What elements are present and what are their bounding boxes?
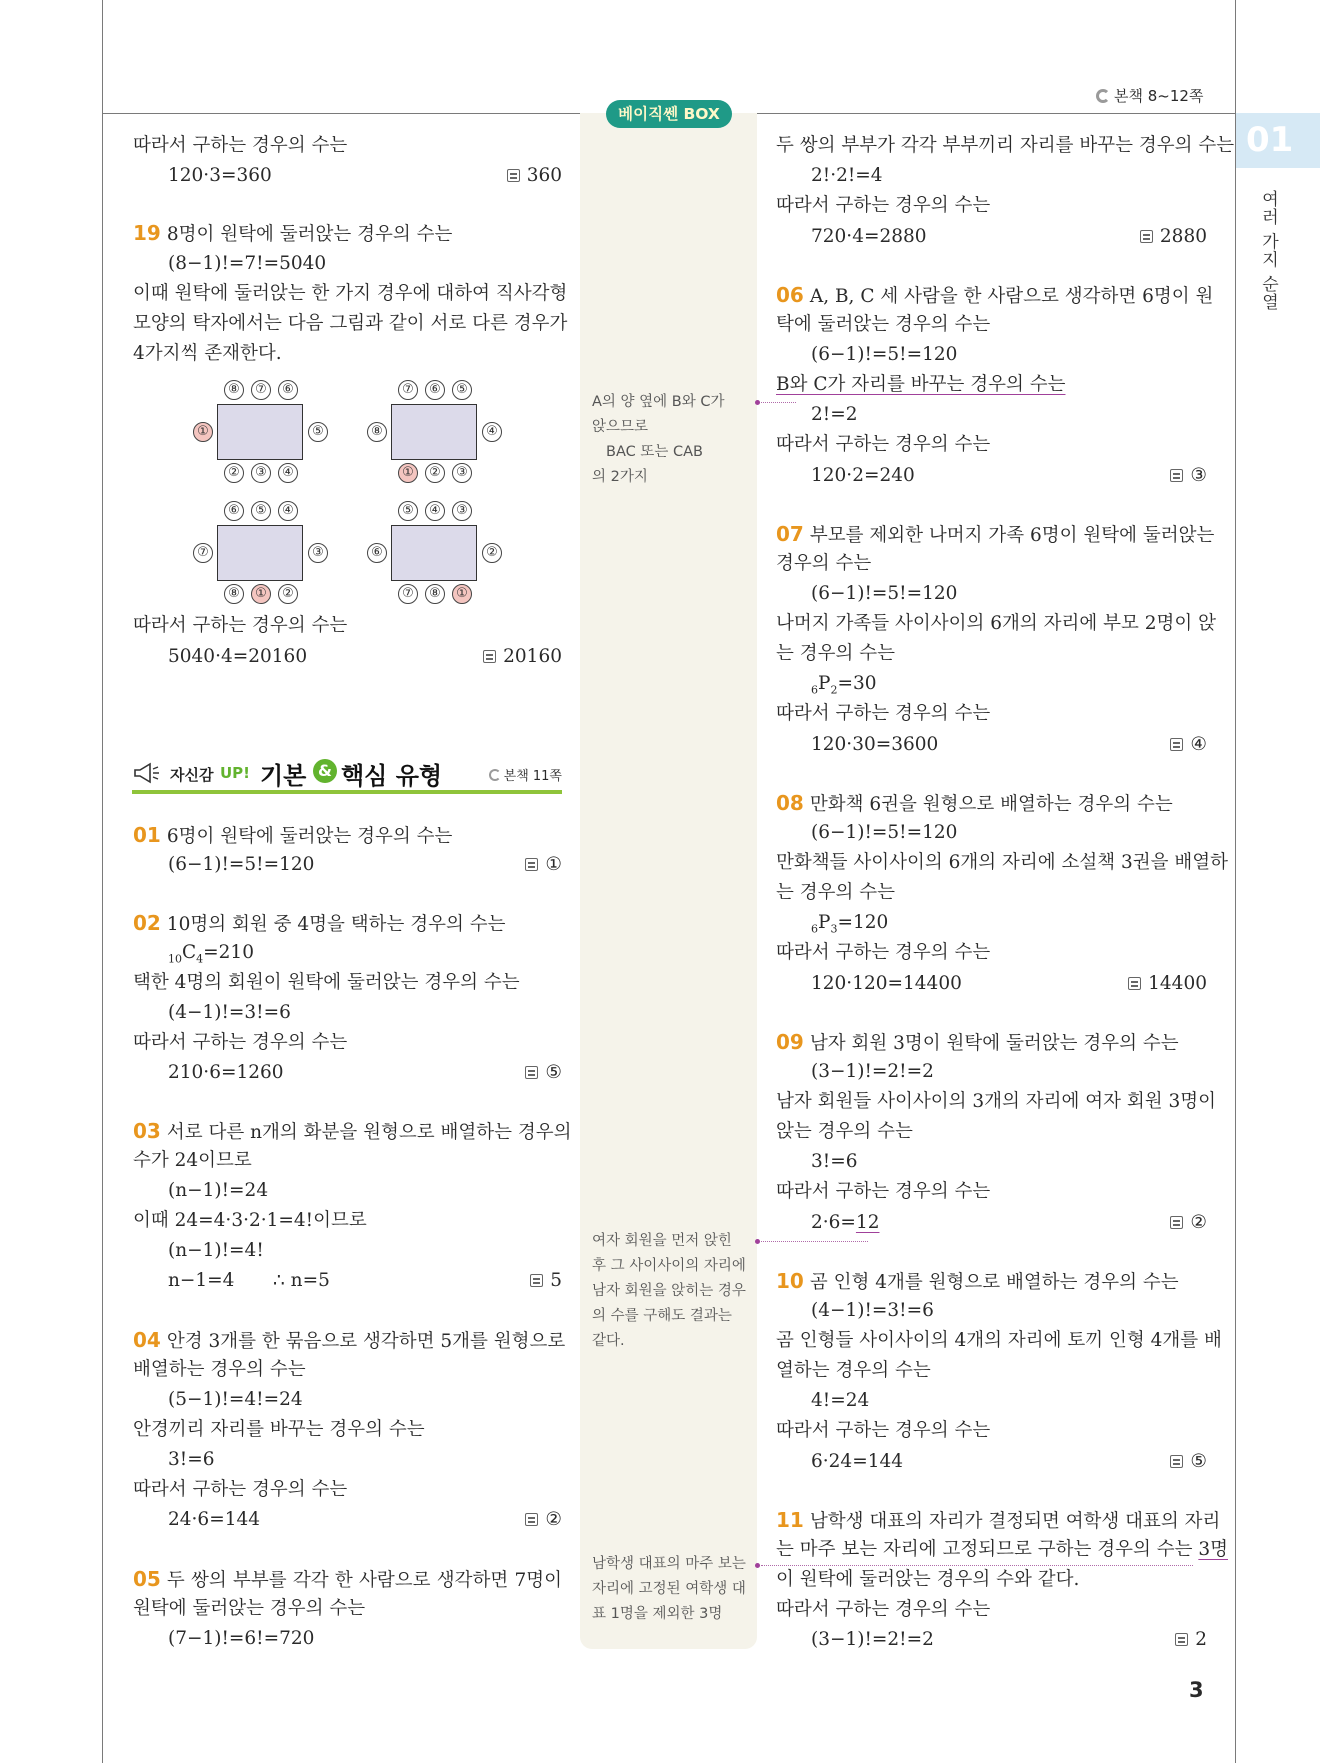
p06-l3: (6−1)!=5!=120 — [811, 344, 958, 365]
p02-l6: 210·6=1260 — [168, 1062, 284, 1083]
table-rect — [391, 404, 477, 460]
p06-l4: B와 C가 자리를 바꾸는 경우의 수는 — [776, 374, 1066, 395]
p03-l6b: ∴ n=5 — [273, 1270, 330, 1291]
problem-05: 05 두 쌍의 부부를 각각 한 사람으로 생각하면 7명이 — [133, 1567, 562, 1591]
problem-number: 19 — [133, 221, 161, 245]
p04-l3: (5−1)!=4!=24 — [168, 1389, 303, 1410]
seat-label: ③ — [308, 543, 328, 563]
answer-icon — [1175, 1633, 1188, 1646]
p19-l7: 5040·4=20160 — [168, 646, 308, 667]
p03-l4: 이때 24=4·3·2·1=4!이므로 — [133, 1210, 367, 1231]
p01-l2: (6−1)!=5!=120 — [168, 854, 315, 875]
seat-label: ③ — [452, 501, 472, 521]
answer-icon — [1170, 1216, 1183, 1229]
ref-arrow-icon — [1096, 89, 1110, 103]
seat-label: ⑤ — [452, 380, 472, 400]
p09-l7: 2·6=12 — [811, 1212, 880, 1233]
p03-l2: 수가 24이므로 — [133, 1150, 252, 1171]
answer: 360 — [507, 161, 562, 191]
note-leader — [761, 402, 796, 403]
p10-l6: 따라서 구하는 경우의 수는 — [776, 1420, 991, 1441]
note-dot — [755, 1563, 760, 1568]
section-header: 자신감 UP! 기본 & 핵심 유형 본책 11쪽 — [132, 756, 562, 790]
seat-label: ① — [251, 584, 271, 604]
problem-01: 01 6명이 원탁에 둘러앉는 경우의 수는 — [133, 823, 453, 847]
left-intro-l2: 120·3=360 — [168, 165, 272, 186]
p11-l5: (3−1)!=2!=2 — [811, 1629, 934, 1650]
seat-label: ④ — [278, 463, 298, 483]
p10-l4: 열하는 경우의 수는 — [776, 1360, 931, 1381]
problem-19: 19 8명이 원탁에 둘러앉는 경우의 수는 — [133, 221, 453, 245]
left-margin-line — [102, 0, 103, 1763]
seat-label: ② — [425, 463, 445, 483]
p09-l2: (3−1)!=2!=2 — [811, 1061, 934, 1082]
seat-label: ⑥ — [278, 380, 298, 400]
seat-label: ⑥ — [367, 543, 387, 563]
p10-l2: (4−1)!=3!=6 — [811, 1300, 934, 1321]
seat-label: ③ — [452, 463, 472, 483]
megaphone-icon — [132, 762, 162, 784]
right-top-l1: 두 쌍의 부부가 각각 부부끼리 자리를 바꾸는 경우의 수는 — [776, 135, 1235, 156]
p06-l6: 따라서 구하는 경우의 수는 — [776, 434, 991, 455]
p04-l7: 24·6=144 — [168, 1509, 261, 1530]
p19-l2: (8−1)!=7!=5040 — [168, 253, 327, 274]
problem-11: 11 남학생 대표의 자리가 결정되면 여학생 대표의 자리 — [776, 1508, 1221, 1532]
answer: ① — [525, 850, 562, 880]
answer: ⑤ — [1170, 1447, 1207, 1477]
note-leader — [761, 1241, 868, 1242]
header-ref: 본책 8~12쪽 — [1096, 84, 1203, 108]
page-number: 3 — [1189, 1678, 1204, 1702]
p02-l4: (4−1)!=3!=6 — [168, 1002, 291, 1023]
p09-l4: 앉는 경우의 수는 — [776, 1121, 913, 1142]
seat-label: ⑤ — [398, 501, 418, 521]
p08-l4: 는 경우의 수는 — [776, 882, 895, 903]
answer: 20160 — [483, 642, 562, 672]
p07-l4: 나머지 가족들 사이사이의 6개의 자리에 부모 2명이 앉 — [776, 613, 1216, 634]
p03-l5: (n−1)!=4! — [168, 1240, 264, 1261]
seat-label: ⑦ — [398, 584, 418, 604]
problem-number: 02 — [133, 911, 161, 935]
problem-number: 05 — [133, 1567, 161, 1591]
p19-l6: 따라서 구하는 경우의 수는 — [133, 615, 348, 636]
problem-07: 07 부모를 제외한 나머지 가족 6명이 원탁에 둘러앉는 — [776, 522, 1215, 546]
problem-03: 03 서로 다른 n개의 화분을 원형으로 배열하는 경우의 — [133, 1119, 572, 1143]
seat-label: ④ — [482, 422, 502, 442]
seat-label: ① — [452, 584, 472, 604]
p10-l5: 4!=24 — [811, 1390, 870, 1411]
p07-l3: (6−1)!=5!=120 — [811, 583, 958, 604]
problem-06: 06 A, B, C 세 사람을 한 사람으로 생각하면 6명이 원 — [776, 283, 1214, 307]
answer: 2 — [1175, 1625, 1207, 1655]
answer-icon — [1128, 977, 1141, 990]
problem-number: 01 — [133, 823, 161, 847]
p10-l7: 6·24=144 — [811, 1451, 904, 1472]
answer-icon — [525, 1066, 538, 1079]
side-note-3: 남학생 대표의 마주 보는 자리에 고정된 여학생 대 표 1명을 제외한 3명 — [592, 1556, 746, 1622]
problem-number: 09 — [776, 1030, 804, 1054]
p11-l4: 따라서 구하는 경우의 수는 — [776, 1599, 991, 1620]
p05-l3: (7−1)!=6!=720 — [168, 1628, 315, 1649]
seat-label: ⑧ — [367, 422, 387, 442]
p07-l8: 120·30=3600 — [811, 734, 939, 755]
amp-badge: & — [313, 759, 337, 783]
answer: 5 — [530, 1266, 562, 1296]
seat-label: ④ — [425, 501, 445, 521]
section-ref: 본책 11쪽 — [489, 765, 562, 784]
seat-label: ⑤ — [251, 501, 271, 521]
p04-l5: 3!=6 — [168, 1449, 215, 1470]
answer-icon — [507, 169, 520, 182]
table-rect — [217, 525, 303, 581]
left-intro-l1: 따라서 구하는 경우의 수는 — [133, 135, 348, 156]
ref-arrow-icon — [489, 769, 501, 781]
problem-02: 02 10명의 회원 중 4명을 택하는 경우의 수는 — [133, 911, 506, 935]
answer: 14400 — [1128, 969, 1207, 999]
answer-icon — [1170, 1455, 1183, 1468]
table-rect — [217, 404, 303, 460]
answer-icon — [1170, 469, 1183, 482]
answer-icon — [530, 1274, 543, 1287]
problem-04: 04 안경 3개를 한 묶음으로 생각하면 5개를 원형으로 — [133, 1328, 566, 1352]
answer: 2880 — [1140, 222, 1207, 252]
answer-icon — [525, 858, 538, 871]
answer-icon — [483, 650, 496, 663]
chapter-tab — [1236, 113, 1320, 168]
problem-08: 08 만화책 6권을 원형으로 배열하는 경우의 수는 — [776, 791, 1173, 815]
seat-label: ⑥ — [224, 501, 244, 521]
answer: ② — [1170, 1208, 1207, 1238]
seat-label: ② — [224, 463, 244, 483]
p06-l5: 2!=2 — [811, 404, 858, 425]
answer: ② — [525, 1505, 562, 1535]
seat-label: ⑦ — [251, 380, 271, 400]
chapter-title: 여러 가지 순열 — [1258, 190, 1278, 311]
seat-label: ⑥ — [425, 380, 445, 400]
right-top-l2: 2!·2!=4 — [811, 165, 883, 186]
seat-label: ⑧ — [425, 584, 445, 604]
table-rect — [391, 525, 477, 581]
p02-l2: $_{10}C_4=210$ — [168, 942, 254, 966]
problem-number: 03 — [133, 1119, 161, 1143]
problem-number: 07 — [776, 522, 804, 546]
p07-l5: 는 경우의 수는 — [776, 643, 895, 664]
problem-number: 06 — [776, 283, 804, 307]
problem-number: 10 — [776, 1269, 804, 1293]
p03-l6a: n−1=4 — [168, 1270, 235, 1291]
seat-label: ⑧ — [224, 584, 244, 604]
chapter-number: 01 — [1246, 120, 1294, 160]
p02-l3: 택한 4명의 회원이 원탁에 둘러앉는 경우의 수는 — [133, 972, 520, 993]
seat-label: ⑤ — [308, 422, 328, 442]
note-dot — [755, 400, 760, 405]
section-rule — [132, 790, 562, 794]
p07-l7: 따라서 구하는 경우의 수는 — [776, 703, 991, 724]
seat-label: ⑦ — [193, 543, 213, 563]
p04-l4: 안경끼리 자리를 바꾸는 경우의 수는 — [133, 1419, 425, 1440]
p11-l2: 는 마주 보는 자리에 고정되므로 구하는 경우의 수는 3명 — [776, 1539, 1228, 1560]
p19-l3: 이때 원탁에 둘러앉는 한 가지 경우에 대하여 직사각형 — [133, 283, 568, 304]
right-margin-line — [1235, 0, 1236, 1763]
problem-number: 04 — [133, 1328, 161, 1352]
problem-number: 08 — [776, 791, 804, 815]
p08-l7: 120·120=14400 — [811, 973, 962, 994]
box-label: 베이직쎈 BOX — [606, 100, 732, 128]
p08-l6: 따라서 구하는 경우의 수는 — [776, 942, 991, 963]
p19-l4: 모양의 탁자에서는 다음 그림과 같이 서로 다른 경우가 — [133, 313, 568, 334]
answer-icon — [1140, 230, 1153, 243]
p08-l3: 만화책들 사이사이의 6개의 자리에 소설책 3권을 배열하 — [776, 852, 1228, 873]
p11-l3: 이 원탁에 둘러앉는 경우의 수와 같다. — [776, 1569, 1080, 1590]
p08-l2: (6−1)!=5!=120 — [811, 822, 958, 843]
seat-label: ⑦ — [398, 380, 418, 400]
answer: ⑤ — [525, 1058, 562, 1088]
right-top-l4: 720·4=2880 — [811, 226, 927, 247]
p03-l3: (n−1)!=24 — [168, 1180, 269, 1201]
seat-label: ① — [193, 422, 213, 442]
note-dot — [755, 1239, 760, 1244]
answer-icon — [525, 1513, 538, 1526]
p04-l2: 배열하는 경우의 수는 — [133, 1359, 306, 1380]
p04-l6: 따라서 구하는 경우의 수는 — [133, 1479, 348, 1500]
seat-label: ① — [398, 463, 418, 483]
p09-l5: 3!=6 — [811, 1151, 858, 1172]
p10-l3: 곰 인형들 사이사이의 4개의 자리에 토끼 인형 4개를 배 — [776, 1330, 1222, 1351]
seat-label: ④ — [278, 501, 298, 521]
p07-l6: $_6P_2=30$ — [811, 673, 877, 697]
answer-icon — [1170, 738, 1183, 751]
problem-10: 10 곰 인형 4개를 원형으로 배열하는 경우의 수는 — [776, 1269, 1179, 1293]
p07-l2: 경우의 수는 — [776, 553, 872, 574]
answer: ③ — [1170, 461, 1207, 491]
p06-l2: 탁에 둘러앉는 경우의 수는 — [776, 314, 991, 335]
p09-l6: 따라서 구하는 경우의 수는 — [776, 1181, 991, 1202]
p08-l5: $_6P_3=120$ — [811, 912, 889, 936]
side-note-1: A의 양 옆에 B와 C가 앉으므로 BAC 또는 CAB 의 2가지 — [592, 394, 725, 485]
p06-l7: 120·2=240 — [811, 465, 915, 486]
p09-l3: 남자 회원들 사이사이의 3개의 자리에 여자 회원 3명이 — [776, 1091, 1216, 1112]
answer: ④ — [1170, 730, 1207, 760]
p05-l2: 원탁에 둘러앉는 경우의 수는 — [133, 1598, 366, 1619]
seat-label: ③ — [251, 463, 271, 483]
p02-l5: 따라서 구하는 경우의 수는 — [133, 1032, 348, 1053]
seat-label: ② — [278, 584, 298, 604]
side-column — [580, 113, 757, 1649]
seat-label: ⑧ — [224, 380, 244, 400]
problem-number: 11 — [776, 1508, 804, 1532]
problem-09: 09 남자 회원 3명이 원탁에 둘러앉는 경우의 수는 — [776, 1030, 1179, 1054]
right-top-l3: 따라서 구하는 경우의 수는 — [776, 195, 991, 216]
seat-label: ② — [482, 543, 502, 563]
p19-l5: 4가지씩 존재한다. — [133, 343, 282, 364]
side-note-2: 여자 회원을 먼저 앉힌 후 그 사이사이의 자리에 남자 회원을 앉히는 경우 의 수를 구해도 결과는 같다. — [592, 1233, 746, 1349]
